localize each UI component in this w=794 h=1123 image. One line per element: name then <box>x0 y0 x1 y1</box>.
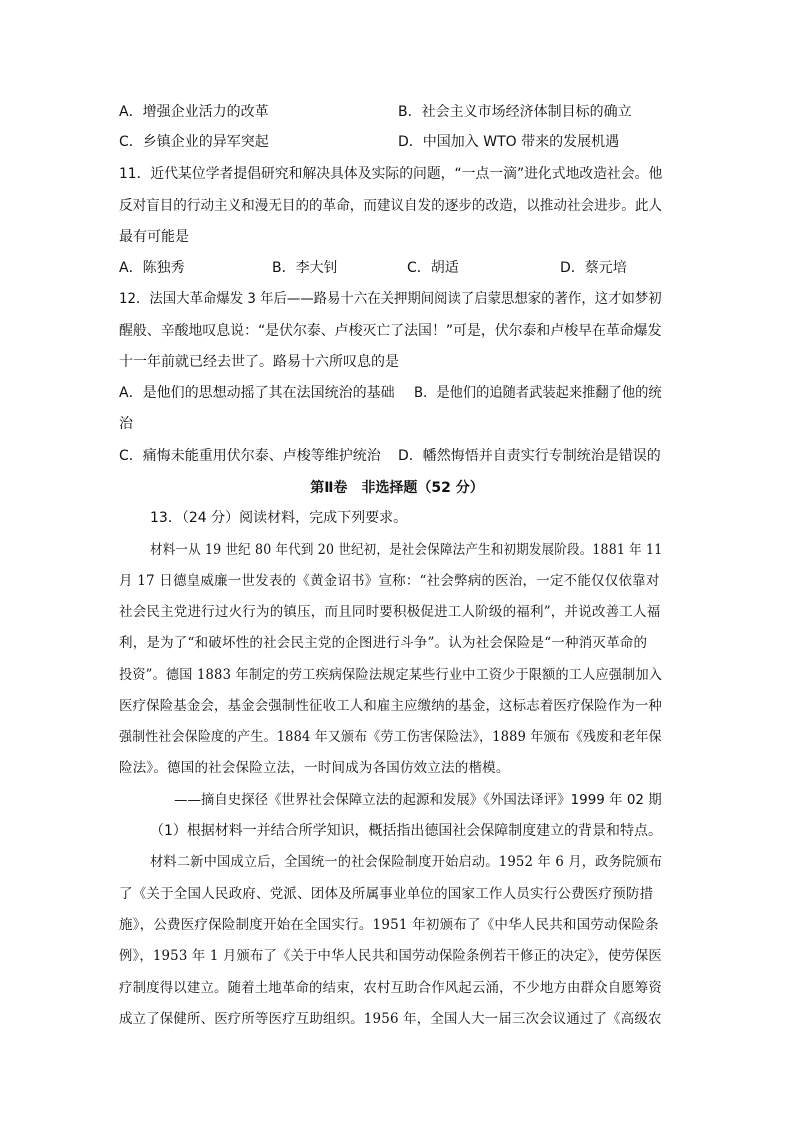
material1-line-6: 医疗保险基金会，基金会强制性征收工人和雇主应缴纳的基金，这标志着医疗保险作为一种 <box>119 698 663 714</box>
q11-option-d: D．蔡元培 <box>560 260 627 276</box>
q12-option-d: D．幡然悔悟并自责实行专制统治是错误的 <box>398 448 661 464</box>
q11-stem-line-3: 最有可能是 <box>119 229 189 245</box>
material2-line-6: 成立了保健所、医疗所等医疗互助组织。1956 年，全国人大一届三次会议通过了《高级农 <box>119 1011 662 1027</box>
q11-stem-line-1: 11．近代某位学者提倡研究和解决具体及实际的问题，“一点一滴”进化式地改造社会。他 <box>119 166 663 182</box>
q13-question-1: （1）根据材料一并结合所学知识，概括指出德国社会保障制度建立的背景和特点。 <box>150 823 662 839</box>
material1-line-5: 投资”。德国 1883 年制定的劳工疾病保险法规定某些行业中工资少于限额的工人应强制加入 <box>119 667 663 683</box>
q10-option-a: A．增强企业活力的改革 <box>119 104 269 120</box>
material2-line-1: 材料二新中国成立后，全国统一的社会保险制度开始启动。1952 年 6 月，政务院颁布 <box>150 854 663 870</box>
material2-line-3: 施》，公费医疗保险制度开始在全国实行。1951 年初颁布了《中华人民共和国劳动保险条 <box>119 917 659 933</box>
q12-stem-line-2: 醒般、辛酸地叹息说：“是伏尔泰、卢梭灭亡了法国！”可是，伏尔泰和卢梭早在革命爆发 <box>119 323 662 339</box>
material1-source: ——摘自史探径《世界社会保障立法的起源和发展》《外国法译评》1999 年 02 期 <box>174 792 662 808</box>
q10-option-c: C．乡镇企业的异军突起 <box>119 134 269 150</box>
q12-option-a: A．是他们的思想动摇了其在法国统治的基础 <box>119 385 395 401</box>
q12-stem-line-1: 12．法国大革命爆发 3 年后——路易十六在关押期间阅读了启蒙思想家的著作，这才如梦初 <box>119 291 662 307</box>
q11-option-b: B．李大钊 <box>272 260 338 276</box>
q11-option-c: C．胡适 <box>407 260 459 276</box>
q10-option-d: D．中国加入 WTO 带来的发展机遇 <box>398 134 620 150</box>
q12-stem-line-3: 十一年前就已经去世了。路易十六所叹息的是 <box>119 354 399 370</box>
material1-line-3: 社会民主党进行过火行为的镇压，而且同时要积极促进工人阶级的福利”，并说改善工人福 <box>119 604 661 620</box>
material1-line-7: 强制性社会保险度的产生。1884 年又颁布《劳工伤害保险法》，1889 年颁布《残废和老年保 <box>119 729 662 745</box>
section-title: 第Ⅱ卷 非选择题（52 分） <box>310 480 484 496</box>
material2-line-4: 例》，1953 年 1 月颁布了《关于中华人民共和国劳动保险条例若干修正的决定》，使劳保医 <box>119 948 662 964</box>
material2-line-2: 了《关于全国人民政府、党派、团体及所属事业单位的国家工作人员实行公费医疗预防措 <box>119 886 654 902</box>
q12-option-b-continued: 治 <box>119 416 133 432</box>
q11-option-a: A．陈独秀 <box>119 260 185 276</box>
material2-line-5: 疗制度得以建立。随着土地革命的结束，农村互助合作风起云涌，不少地方由群众自愿筹资 <box>119 980 663 996</box>
q11-stem-line-2: 反对盲目的行动主义和漫无目的的革命，而建议自发的逐步的改造，以推动社会进步。此人 <box>119 198 662 214</box>
material1-line-1: 材料一从 19 世纪 80 年代到 20 世纪初，是社会保障法产生和初期发展阶段。1881 年 11 <box>150 542 663 558</box>
material1-line-8: 险法》。德国的社会保险立法，一时间成为各国仿效立法的楷模。 <box>119 760 510 776</box>
q10-option-b: B．社会主义市场经济体制目标的确立 <box>398 104 632 120</box>
q12-option-b: B．是他们的追随者武装起来推翻了他的统 <box>414 385 662 401</box>
q13-intro: 13．（24 分）阅读材料，完成下列要求。 <box>150 510 408 526</box>
material1-line-4: 利，是为了“和破坏性的社会民主党的企图进行斗争”。认为社会保险是“一种消灭革命的 <box>119 635 648 651</box>
material1-line-2: 月 17 日德皇威廉一世发表的《黄金诏书》宣称：“社会弊病的医治，一定不能仅仅依靠对 <box>119 573 660 589</box>
q12-option-c: C．痛悔未能重用伏尔泰、卢梭等维护统治 <box>119 448 381 464</box>
